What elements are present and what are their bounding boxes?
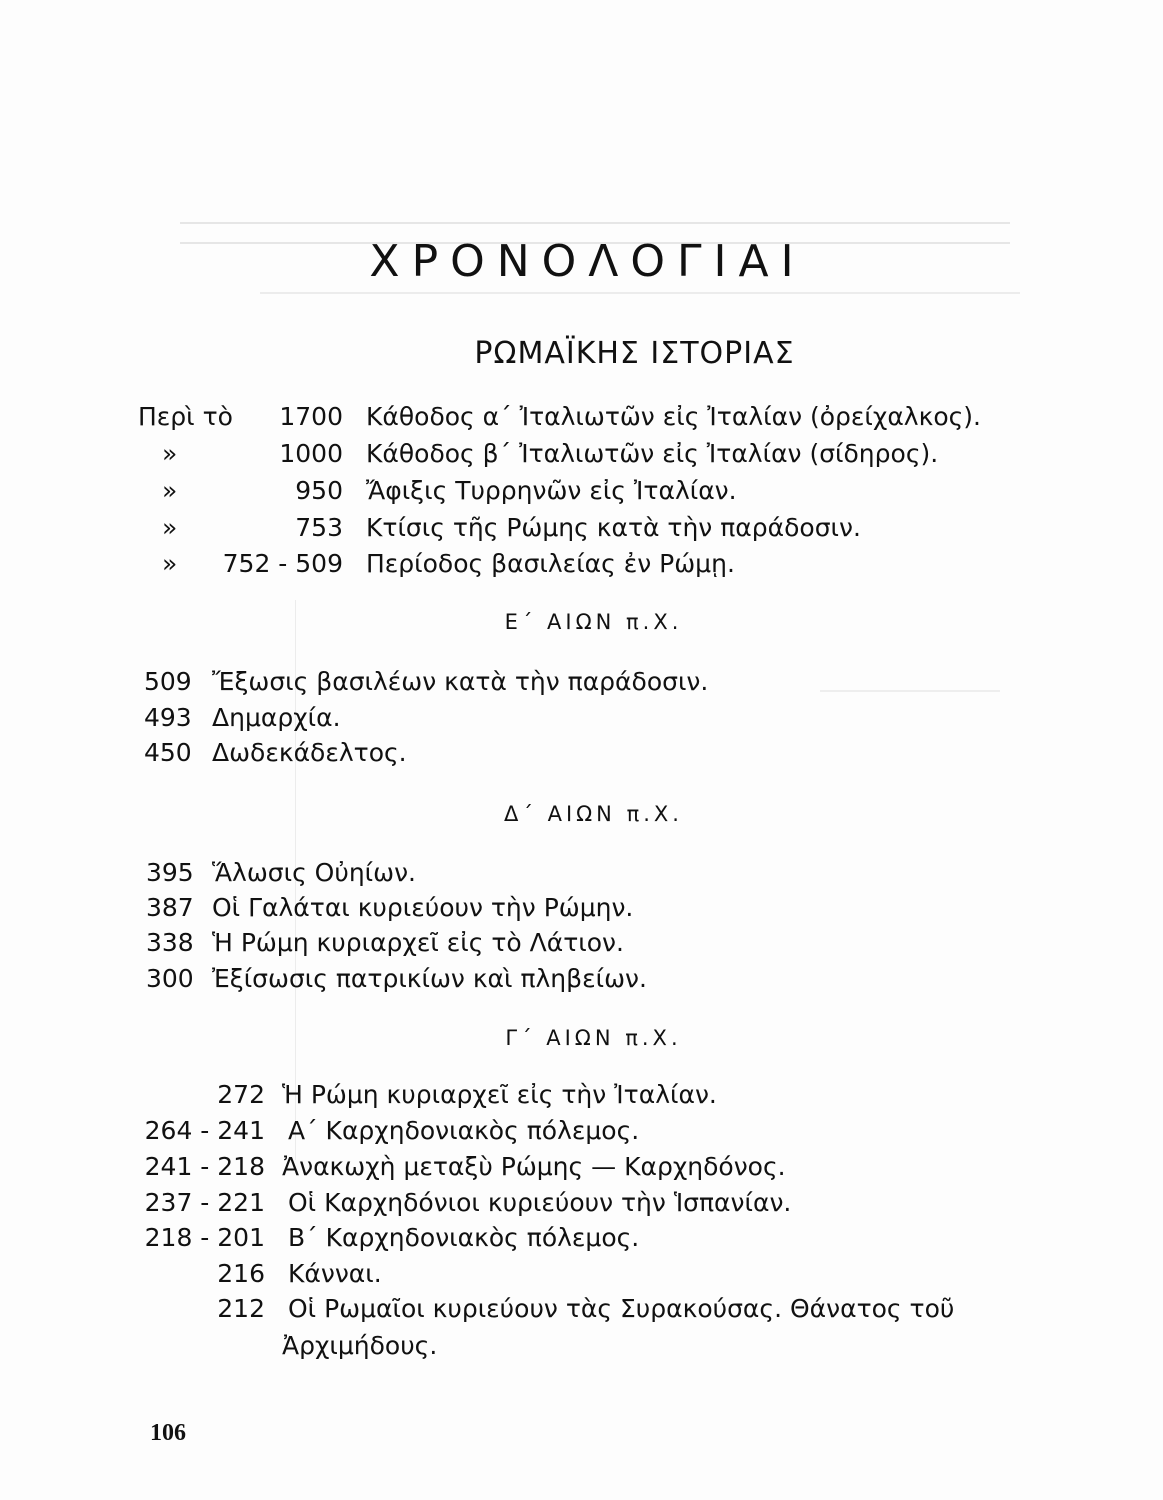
entry-text-continuation: Ἀρχιμήδους. (282, 1331, 438, 1360)
entry-year: 493 (144, 703, 192, 732)
entry-text: Β΄ Καρχηδονιακὸς πόλεμος. (288, 1223, 640, 1252)
entry-year: 1700 (279, 402, 343, 431)
entry-text: Οἱ Ρωμαῖοι κυριεύουν τὰς Συρακούσας. Θάνατος τοῦ (288, 1294, 955, 1323)
entry-year: 752 - 509 (222, 549, 343, 578)
entry-year: 272 (217, 1080, 265, 1109)
entry-year: 753 (295, 513, 343, 542)
entry-prefix: » (162, 513, 178, 542)
entry-prefix: » (162, 549, 178, 578)
entry-text: Δημαρχία. (212, 703, 341, 732)
entry-text: Ἡ Ρώμη κυριαρχεῖ εἰς τὸ Λάτιον. (212, 928, 624, 957)
entry-year: 300 (146, 964, 194, 993)
entry-text: Ἔξωσις βασιλέων κατὰ τὴν παράδοσιν. (212, 667, 709, 696)
entry-year: 216 (217, 1259, 265, 1288)
entry-text: Ἡ Ρώμη κυριαρχεῖ εἰς τὴν Ἰταλίαν. (282, 1080, 717, 1109)
page-subtitle: ΡΩΜΑΪΚΗΣ ΙΣΤΟΡΙΑΣ (474, 336, 795, 371)
section-heading: Δ΄ ΑΙΩΝ π.Χ. (504, 802, 683, 826)
entry-year: 264 - 241 (144, 1116, 265, 1145)
entry-text: Περίοδος βασιλείας ἐν Ρώμῃ. (366, 549, 735, 578)
entry-prefix: » (162, 439, 178, 468)
entry-year: 950 (295, 476, 343, 505)
bleed-through-texture (260, 292, 1020, 304)
section-heading: Ε΄ ΑΙΩΝ π.Χ. (504, 610, 683, 634)
entry-year: 338 (146, 928, 194, 957)
entry-prefix: » (162, 476, 178, 505)
page-title: ΧΡΟΝΟΛΟΓΙΑΙ (369, 236, 806, 287)
entry-year: 237 - 221 (144, 1188, 265, 1217)
entry-year: 218 - 201 (144, 1223, 265, 1252)
entry-text: Ἅλωσις Οὐηίων. (212, 858, 416, 887)
entry-year: 395 (146, 858, 194, 887)
entry-text: Οἱ Γαλάται κυριεύουν τὴν Ρώμην. (212, 893, 634, 922)
entry-year: 212 (217, 1294, 265, 1323)
page-number: 106 (150, 1420, 186, 1446)
entry-text: Ἄφιξις Τυρρηνῶν εἰς Ἰταλίαν. (366, 476, 737, 505)
entry-text: Κάθοδος α΄ Ἰταλιωτῶν εἰς Ἰταλίαν (ὀρείχαλκος). (366, 402, 981, 431)
entry-text: Δωδεκάδελτος. (212, 738, 407, 767)
entry-year: 387 (146, 893, 194, 922)
entry-text: Κτίσις τῆς Ρώμης κατὰ τὴν παράδοσιν. (366, 513, 861, 542)
entry-year: 1000 (279, 439, 343, 468)
entry-text: Ἀνακωχὴ μεταξὺ Ρώμης — Καρχηδόνος. (282, 1152, 786, 1181)
entry-text: Ἐξίσωσις πατρικίων καὶ πληβείων. (212, 964, 647, 993)
entry-text: Κάνναι. (288, 1259, 382, 1288)
entry-text: Οἱ Καρχηδόνιοι κυριεύουν τὴν Ἱσπανίαν. (288, 1188, 792, 1217)
entry-text: Κάθοδος β΄ Ἰταλιωτῶν εἰς Ἰταλίαν (σίδηρος). (366, 439, 939, 468)
section-heading: Γ΄ ΑΙΩΝ π.Χ. (505, 1026, 682, 1050)
entry-year: 450 (144, 738, 192, 767)
entry-text: Α΄ Καρχηδονιακὸς πόλεμος. (288, 1116, 640, 1145)
bleed-through-texture (820, 690, 1000, 702)
entry-year: 509 (144, 667, 192, 696)
entry-year: 241 - 218 (144, 1152, 265, 1181)
entry-prefix: Περὶ τὸ (138, 402, 233, 431)
